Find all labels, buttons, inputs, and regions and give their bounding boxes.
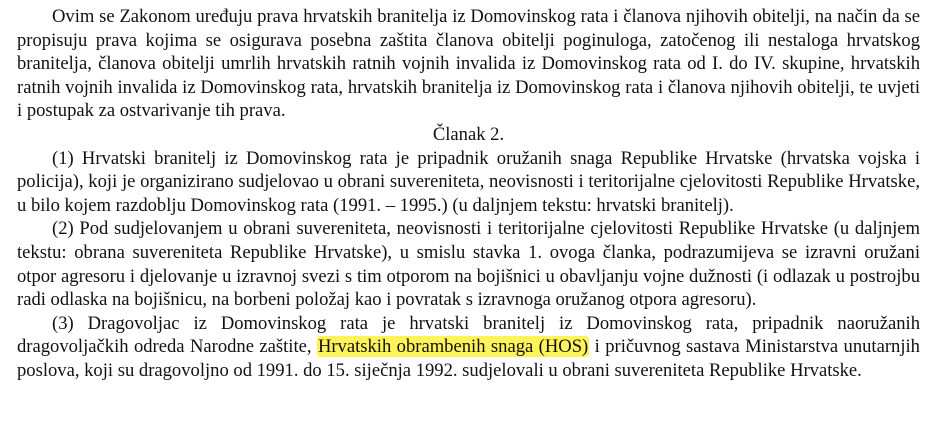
- article-heading: Članak 2.: [432, 123, 505, 145]
- paragraph-3-text-after: i pričuvnog sastava Ministarstva unutarnjih poslova, koji su dragovoljno od 1991. do 15. siječnja 1992. sudjelovali u obrani suvereniteta Republike Hrvatske.: [17, 336, 920, 381]
- legal-document: [17, 5, 920, 383]
- highlighted-text: Hrvatskih obrambenih snaga (HOS): [317, 336, 589, 358]
- paragraph-3: [17, 312, 920, 383]
- paragraph-1: (1) Hrvatski branitelj iz Domovinskog rata je pripadnik oružanih snaga Republike Hrvatske (hrvatska vojska i policija), koji je organizirano sudjelovao u obrani suvereniteta, neovisnosti i teritorijalne cjelovitosti Republike Hrvatske, u bilo kojem razdoblju Domovinskog rata (1991. – 1995.) (u daljnjem tekstu: hrvatski branitelj).: [17, 147, 920, 216]
- intro-paragraph: Ovim se Zakonom uređuju prava hrvatskih branitelja iz Domovinskog rata i članova njihovih obitelji, na način da se propisuju prava kojima se osigurava posebna zaštita članova obitelji poginuloga, zatočenog ili nestaloga hrvatskog branitelja, članova obitelji umrlih hrvatskih ratnih vojnih invalida iz Domovinskog rata od I. do IV. skupine, hrvatskih ratnih vojnih invalida iz Domovinskog rata, hrvatskih branitelja iz Domovinskog rata i članova njihovih obitelji, te uvjeti i postupak za ostvarivanje tih prava.: [17, 6, 920, 122]
- paragraph-2: (2) Pod sudjelovanjem u obrani suvereniteta, neovisnosti i teritorijalne cjelovitosti Republike Hrvatske (u daljnjem tekstu: obrana suvereniteta Republike Hrvatske), u smislu stavka 1. ovoga članka, podrazumijeva se izravni oružani otpor agresoru i djelovanje u izravnoj svezi s tim otporom na bojišnici u obavljanju vojne dužnosti (i odlazak u postrojbu radi odlaska na bojišnicu, na borbeni položaj kao i povratak s izravnoga oružanog otpora agresoru).: [17, 218, 920, 311]
- paragraph-3-text-before: (3) Dragovoljac iz Domovinskog rata je hrvatski branitelj iz Domovinskog rata, pripadnik naoružanih dragovoljačkih odreda Narodne zaštite,: [17, 312, 920, 358]
